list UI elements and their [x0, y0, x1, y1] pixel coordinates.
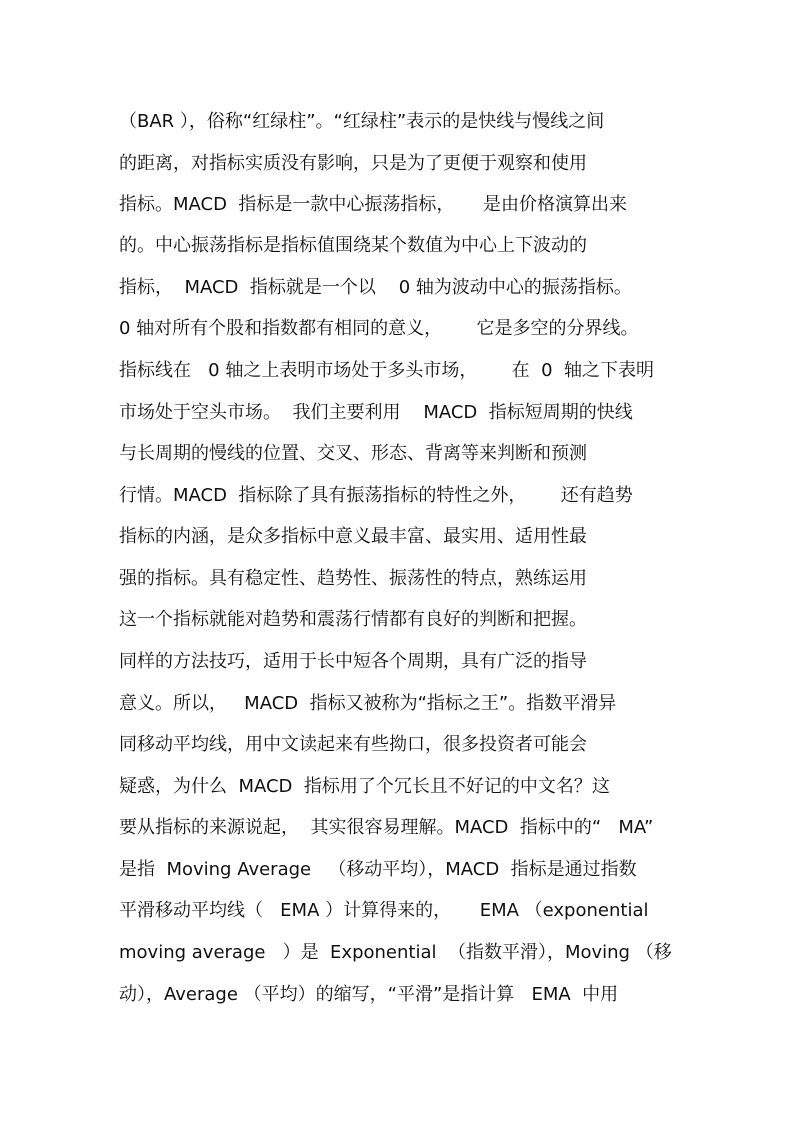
text-line-20: 平滑移动平均线（ EMA ）计算得来的， EMA （exponential — [119, 900, 649, 921]
text-line-2: 的距离，对指标实质没有影响，只是为了更便于观察和使用 — [119, 153, 587, 174]
text-line-12: 强的指标。具有稳定性、趋势性、振荡性的特点，熟练运用 — [119, 568, 587, 589]
text-line-5: 指标， MACD 指标就是一个以 0 轴为波动中心的振荡指标。 — [119, 277, 632, 298]
text-line-11: 指标的内涵，是众多指标中意义最丰富、最实用、适用性最 — [119, 526, 587, 547]
text-line-7: 指标线在 0 轴之上表明市场处于多头市场， 在 0 轴之下表明 — [119, 360, 655, 381]
text-line-22: 动），Average （平均）的缩写，“平滑”是指计算 EMA 中用 — [119, 984, 619, 1005]
text-line-3: 指标。MACD 指标是一款中心振荡指标， 是由价格演算出来 — [119, 194, 628, 215]
text-line-9: 与长周期的慢线的位置、交叉、形态、背离等来判断和预测 — [119, 443, 587, 464]
text-line-19: 是指 Moving Average （移动平均），MACD 指标是通过指数 — [119, 859, 637, 880]
text-line-17: 疑惑，为什么 MACD 指标用了个冗长且不好记的中文名？这 — [119, 776, 610, 797]
text-line-16: 同移动平均线，用中文读起来有些拗口，很多投资者可能会 — [119, 734, 587, 755]
text-line-6: 0 轴对所有个股和指数都有相同的意义， 它是多空的分界线。 — [119, 318, 639, 339]
text-line-14: 同样的方法技巧，适用于长中短各个周期，具有广泛的指导 — [119, 651, 587, 672]
text-line-10: 行情。MACD 指标除了具有振荡指标的特性之外， 还有趋势 — [119, 485, 633, 506]
text-line-15: 意义。所以， MACD 指标又被称为“指标之王”。指数平滑异 — [119, 693, 617, 714]
text-line-18: 要从指标的来源说起， 其实很容易理解。MACD 指标中的“ MA” — [119, 817, 654, 838]
text-line-13: 这一个指标就能对趋势和震荡行情都有良好的判断和把握。 — [119, 609, 587, 630]
text-line-4: 的。中心振荡指标是指标值围绕某个数值为中心上下波动的 — [119, 235, 587, 256]
text-line-21: moving average ）是 Exponential （指数平滑），Moving （移 — [119, 942, 672, 963]
text-line-1: （BAR ），俗称“红绿柱”。“红绿柱”表示的是快线与慢线之间 — [119, 111, 605, 132]
text-line-8: 市场处于空头市场。 我们主要利用 MACD 指标短周期的快线 — [119, 402, 633, 423]
